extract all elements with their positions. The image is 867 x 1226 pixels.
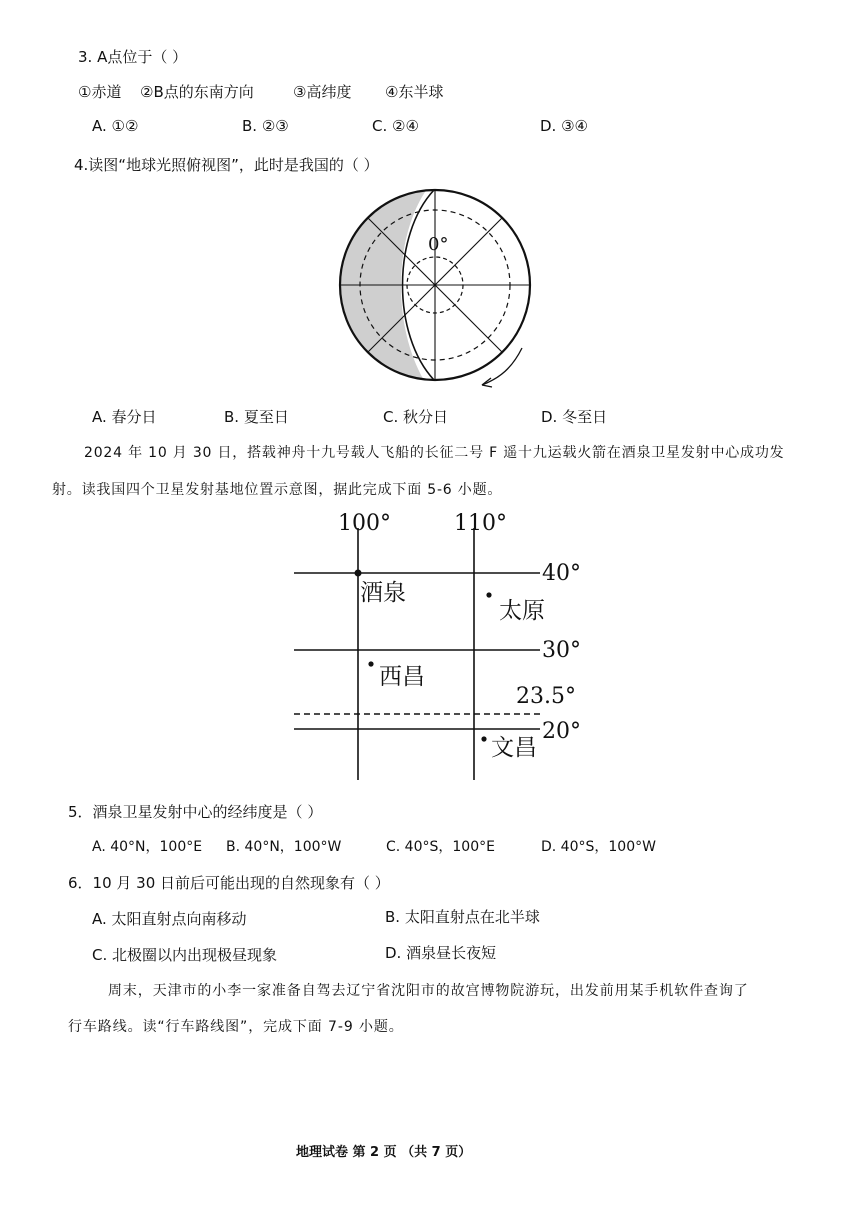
- intro-5-6-line1: 2024 年 10 月 30 日，搭载神舟十九号载人飞船的长征二号 F 遥十九运载火箭在酒泉卫星发射中心成功发: [84, 445, 785, 461]
- q5-option-d: D. 40°S，100°W: [541, 839, 656, 855]
- lat-label-30: 30°: [542, 638, 581, 663]
- intro-7-9-line2: 行车路线。读“行车路线图”，完成下面 7-9 小题。: [68, 1019, 404, 1035]
- q3-item: ③高纬度: [293, 83, 352, 101]
- q3-stem: 3. A点位于（ ）: [78, 48, 188, 66]
- q6-option-c: C. 北极圈以内出现极昼现象: [92, 946, 278, 964]
- meridians: [340, 190, 530, 380]
- q6-option-b: B. 太阳直射点在北半球: [385, 908, 540, 926]
- site-label-taiyuan: 太原: [499, 598, 545, 624]
- site-label-jiuquan: 酒泉: [360, 580, 406, 606]
- q4-option-a: A. 春分日: [92, 408, 157, 426]
- q5-option-c: C. 40°S，100°E: [386, 839, 495, 855]
- meridian-label: 0°: [428, 234, 449, 255]
- wenchang-dot: [481, 736, 486, 741]
- earth-illumination-figure: [330, 180, 545, 395]
- q3-item: ④东半球: [385, 83, 444, 101]
- lon-label-100: 100°: [338, 511, 391, 536]
- q3-item: ②B点的东南方向: [140, 83, 254, 101]
- q3-option-c: C. ②④: [372, 117, 419, 135]
- lat-label-20: 20°: [542, 719, 581, 744]
- intro-5-6-line2: 射。读我国四个卫星发射基地位置示意图，据此完成下面 5-6 小题。: [52, 482, 503, 498]
- q6-option-d: D. 酒泉昼长夜短: [385, 944, 497, 962]
- site-label-wenchang: 文昌: [491, 735, 537, 761]
- lat-label-40: 40°: [542, 561, 581, 586]
- intro-7-9-line1: 周末，天津市的小李一家准备自驾去辽宁省沈阳市的故宫博物院游玩，出发前用某手机软件查询了: [108, 983, 749, 999]
- q5-option-b: B. 40°N，100°W: [226, 839, 342, 855]
- q4-option-c: C. 秋分日: [383, 408, 449, 426]
- q3-item: ①赤道: [78, 83, 122, 101]
- q3-option-a: A. ①②: [92, 117, 139, 135]
- q5-stem: 5．酒泉卫星发射中心的经纬度是（ ）: [68, 803, 323, 821]
- q4-option-d: D. 冬至日: [541, 408, 608, 426]
- lat-label-23-5: 23.5°: [516, 684, 576, 709]
- q5-option-a: A. 40°N，100°E: [92, 839, 203, 855]
- jiuquan-dot: [355, 570, 362, 577]
- xichang-dot: [368, 661, 373, 666]
- taiyuan-dot: [486, 592, 491, 597]
- launch-site-map: [288, 508, 598, 786]
- q3-option-b: B. ②③: [242, 117, 289, 135]
- site-label-xichang: 西昌: [379, 664, 425, 690]
- page-footer: 地理试卷 第 2 页 （共 7 页）: [296, 1145, 472, 1160]
- q4-stem: 4.读图“地球光照俯视图”，此时是我国的（ ）: [74, 156, 379, 174]
- q4-option-b: B. 夏至日: [224, 408, 289, 426]
- q6-option-a: A. 太阳直射点向南移动: [92, 910, 247, 928]
- q6-stem: 6．10 月 30 日前后可能出现的自然现象有（ ）: [68, 874, 390, 892]
- q3-option-d: D. ③④: [540, 117, 588, 135]
- lon-label-110: 110°: [454, 511, 507, 536]
